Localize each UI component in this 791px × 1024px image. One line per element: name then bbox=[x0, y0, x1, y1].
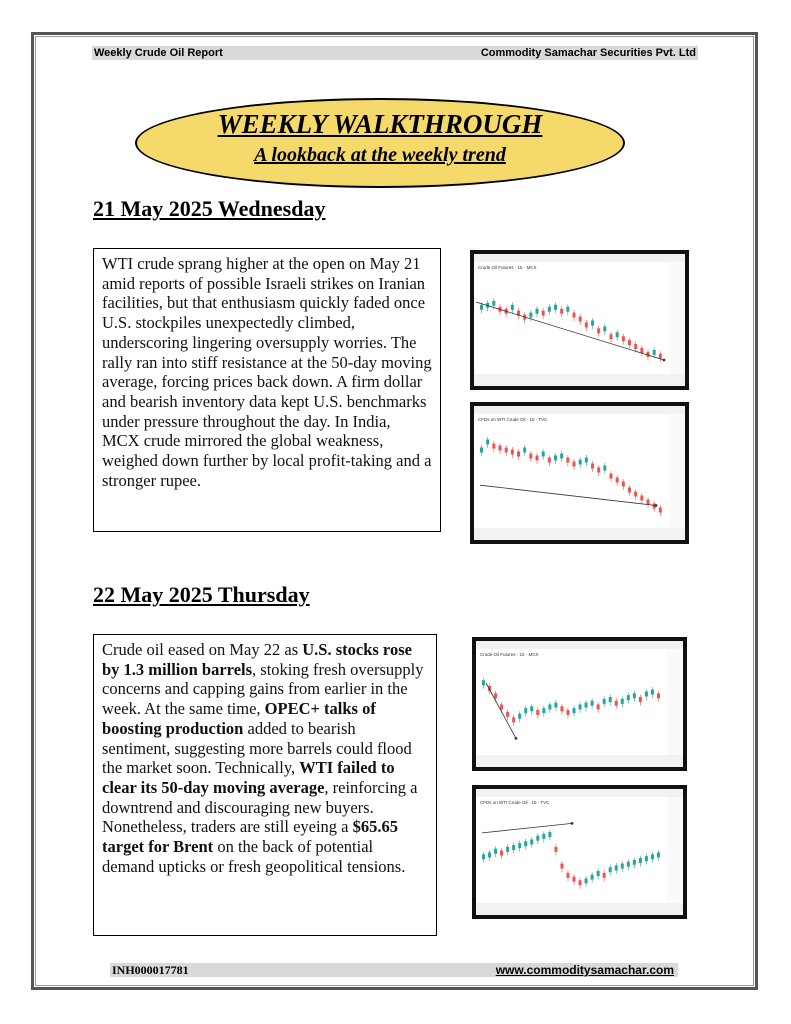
chart-candle bbox=[585, 703, 588, 708]
chart-candle bbox=[651, 690, 654, 695]
chart-candle bbox=[529, 454, 532, 459]
report-title: Weekly Crude Oil Report bbox=[94, 47, 223, 59]
chart-candle bbox=[542, 311, 545, 316]
chart-arrow-head bbox=[655, 504, 658, 507]
chart-candle bbox=[657, 852, 660, 857]
chart-candle bbox=[653, 350, 656, 355]
chart-candle bbox=[500, 851, 503, 856]
chart-candle bbox=[511, 305, 514, 310]
chart-candle bbox=[488, 852, 491, 857]
chart-candle bbox=[633, 693, 636, 698]
chart-price-axis bbox=[669, 262, 685, 374]
chart-candle bbox=[628, 340, 631, 345]
chart-candle bbox=[536, 456, 539, 461]
banner-subtitle: A lookback at the weekly trend bbox=[254, 144, 506, 166]
chart-candle bbox=[486, 440, 489, 445]
chart-candle bbox=[585, 878, 588, 883]
chart-toolbar bbox=[476, 789, 683, 797]
chart-candle bbox=[610, 334, 613, 339]
chart-candle bbox=[536, 836, 539, 841]
chart-candle bbox=[554, 847, 557, 852]
chart-candle bbox=[573, 313, 576, 318]
chart-candle bbox=[480, 448, 483, 453]
chart-candle bbox=[627, 695, 630, 700]
chart-candle bbox=[647, 500, 650, 505]
chart-candle bbox=[615, 865, 618, 870]
chart-trend-arrow bbox=[476, 302, 664, 360]
chart-candle bbox=[554, 456, 557, 461]
chart-candle bbox=[560, 454, 563, 459]
chart-candle bbox=[530, 839, 533, 844]
chart-candle bbox=[482, 854, 485, 859]
section-title-may-21: 21 May 2025 Wednesday bbox=[93, 196, 326, 221]
chart-candle bbox=[511, 450, 514, 455]
chart-candle bbox=[633, 860, 636, 865]
chart-candle bbox=[609, 867, 612, 872]
chart-candle bbox=[616, 478, 619, 483]
chart-candle bbox=[621, 864, 624, 869]
chart-candle bbox=[480, 305, 483, 310]
chart-trend-arrow bbox=[482, 823, 572, 833]
chart-candle bbox=[616, 332, 619, 337]
chart-arrow-head bbox=[571, 822, 574, 825]
chart-candle bbox=[640, 496, 643, 501]
chart-may-22-mcx bbox=[472, 637, 687, 771]
chart-candle bbox=[621, 699, 624, 704]
chart-candle bbox=[579, 460, 582, 465]
chart-trend-arrow bbox=[486, 683, 516, 738]
chart-candle bbox=[518, 843, 521, 848]
chart-candle bbox=[639, 858, 642, 863]
chart-candle bbox=[566, 873, 569, 878]
section-title-may-22: 22 May 2025 Thursday bbox=[93, 582, 310, 607]
commentary-run: OPEC+ talks of boosting production bbox=[102, 699, 376, 738]
chart-candle bbox=[548, 458, 551, 463]
chart-candle bbox=[566, 458, 569, 463]
chart-symbol-label: Crude Oil Futures · 15 · MCX bbox=[480, 652, 539, 657]
company-name: Commodity Samachar Securities Pvt. Ltd bbox=[480, 47, 696, 59]
chart-toolbar bbox=[474, 406, 685, 414]
chart-candle bbox=[645, 856, 648, 861]
chart-candle bbox=[573, 708, 576, 713]
chart-may-22-wti-svg bbox=[476, 789, 683, 915]
chart-candle bbox=[591, 701, 594, 706]
page-header bbox=[92, 46, 698, 60]
chart-time-axis bbox=[474, 528, 685, 540]
chart-price-axis bbox=[667, 649, 683, 755]
chart-candle bbox=[657, 693, 660, 698]
commentary-run: , reinforcing a downtrend and discouraging new buyers. Nonetheless, traders are still eyeing a bbox=[102, 777, 418, 837]
chart-candle bbox=[627, 862, 630, 867]
chart-candle bbox=[494, 693, 497, 698]
chart-arrow-head bbox=[515, 737, 518, 740]
chart-candle bbox=[609, 697, 612, 702]
chart-toolbar bbox=[474, 254, 685, 262]
commentary-run: $65.65 target for Brent bbox=[102, 817, 398, 857]
chart-candle bbox=[640, 348, 643, 353]
chart-candle bbox=[566, 710, 569, 715]
chart-arrow-head bbox=[663, 359, 666, 362]
chart-candle bbox=[494, 849, 497, 854]
chart-candle bbox=[518, 714, 521, 719]
chart-candle bbox=[622, 482, 625, 487]
chart-candle bbox=[573, 877, 576, 882]
commentary-may-22 bbox=[93, 634, 437, 936]
chart-candle bbox=[603, 466, 606, 471]
chart-candle bbox=[548, 704, 551, 709]
chart-toolbar bbox=[476, 641, 683, 649]
commentary-run: U.S. stocks rose by 1.3 million barrels bbox=[102, 640, 412, 679]
chart-candle bbox=[579, 317, 582, 322]
chart-symbol-label: CFDs on WTI Crude Oil · 15 · TVC bbox=[478, 417, 548, 422]
chart-price-axis bbox=[669, 414, 685, 528]
chart-candle bbox=[634, 492, 637, 497]
website-link[interactable]: www.commoditysamachar.com bbox=[495, 963, 674, 977]
chart-candle bbox=[603, 326, 606, 331]
chart-candle bbox=[585, 322, 588, 327]
commentary-run: Crude oil eased on May 22 as bbox=[102, 640, 303, 659]
chart-candle bbox=[524, 841, 527, 846]
chart-may-21-wti bbox=[470, 402, 689, 544]
chart-candle bbox=[579, 880, 582, 885]
chart-candle bbox=[573, 462, 576, 467]
chart-candle bbox=[554, 305, 557, 310]
chart-candle bbox=[651, 854, 654, 859]
chart-candle bbox=[530, 706, 533, 711]
chart-candle bbox=[560, 309, 563, 314]
chart-time-axis bbox=[474, 374, 685, 386]
chart-candle bbox=[591, 320, 594, 325]
chart-candle bbox=[542, 834, 545, 839]
commentary-run: added to bearish sentiment, suggesting more barrels could flood the market soon. Technically, bbox=[102, 718, 412, 778]
chart-symbol-label: Crude Oil Futures · 15 · MCX bbox=[478, 265, 537, 270]
chart-candle bbox=[585, 458, 588, 463]
chart-candle bbox=[610, 474, 613, 479]
chart-candle bbox=[634, 344, 637, 349]
chart-candle bbox=[615, 701, 618, 706]
chart-candle bbox=[603, 699, 606, 704]
chart-candle bbox=[597, 704, 600, 709]
chart-candle bbox=[554, 703, 557, 708]
chart-candle bbox=[517, 452, 520, 457]
chart-candle bbox=[482, 680, 485, 685]
chart-candle bbox=[548, 832, 551, 837]
chart-candle bbox=[492, 444, 495, 449]
page-footer bbox=[110, 963, 678, 977]
chart-may-22-wti bbox=[472, 785, 687, 919]
chart-may-21-mcx-svg bbox=[474, 254, 685, 386]
chart-candle bbox=[566, 307, 569, 312]
chart-candle bbox=[536, 710, 539, 715]
chart-candle bbox=[597, 871, 600, 876]
chart-candle bbox=[591, 464, 594, 469]
chart-candle bbox=[500, 704, 503, 709]
commentary-run: on the back of potential demand upticks or fresh geopolitical tensions. bbox=[102, 837, 406, 876]
chart-candle bbox=[579, 704, 582, 709]
commentary-run: WTI crude sprang higher at the open on May 21 amid reports of possible Israeli strikes on Iranian facilities, but that enthusiasm quickly faded once U.S. stockpiles unexpectedly climbed, underscoring lingering oversupply worries. The rally ran into stiff resistance at the 50-day moving average, forcing prices back down. A firm dollar and bearish inventory data kept U.S. benchmarks under pressure throughout the day. In India, MCX crude mirrored the global weakness, weighed down further by local profit-taking and a stronger rupee. bbox=[102, 254, 432, 490]
commentary-run: , stoking fresh oversupply concerns and capping gains from earlier in the week. At the same time, bbox=[102, 659, 424, 719]
chart-candle bbox=[560, 864, 563, 869]
chart-may-22-mcx-svg bbox=[476, 641, 683, 767]
chart-time-axis bbox=[476, 903, 683, 915]
chart-candle bbox=[506, 712, 509, 717]
chart-candle bbox=[529, 313, 532, 318]
chart-candle bbox=[659, 354, 662, 359]
commentary-run: WTI failed to clear its 50-day moving average bbox=[102, 758, 395, 797]
weekly-banner bbox=[135, 98, 625, 188]
chart-candle bbox=[536, 309, 539, 314]
chart-candle bbox=[512, 717, 515, 722]
chart-may-21-wti-svg bbox=[474, 406, 685, 540]
chart-candle bbox=[523, 448, 526, 453]
chart-candle bbox=[492, 301, 495, 306]
chart-candle bbox=[524, 708, 527, 713]
chart-candle bbox=[505, 448, 508, 453]
chart-may-21-mcx bbox=[470, 250, 689, 390]
chart-candle bbox=[542, 452, 545, 457]
chart-candle bbox=[628, 488, 631, 493]
chart-candle bbox=[499, 446, 502, 451]
chart-candle bbox=[645, 691, 648, 696]
chart-price-axis bbox=[667, 797, 683, 903]
banner-title: WEEKLY WALKTHROUGH bbox=[217, 109, 543, 139]
registration-number: INH000017781 bbox=[112, 963, 189, 977]
chart-candle bbox=[597, 328, 600, 333]
chart-candle bbox=[542, 708, 545, 713]
chart-candle bbox=[560, 706, 563, 711]
chart-symbol-label: CFDs on WTI Crude Oil · 15 · TVC bbox=[480, 800, 550, 805]
chart-time-axis bbox=[476, 755, 683, 767]
chart-candle bbox=[597, 468, 600, 473]
chart-candle bbox=[622, 336, 625, 341]
chart-candle bbox=[548, 307, 551, 312]
commentary-may-21 bbox=[93, 248, 441, 532]
chart-candle bbox=[639, 697, 642, 702]
chart-candle bbox=[506, 847, 509, 852]
chart-candle bbox=[512, 845, 515, 850]
chart-candle bbox=[603, 873, 606, 878]
chart-candle bbox=[591, 875, 594, 880]
chart-candle bbox=[659, 508, 662, 513]
